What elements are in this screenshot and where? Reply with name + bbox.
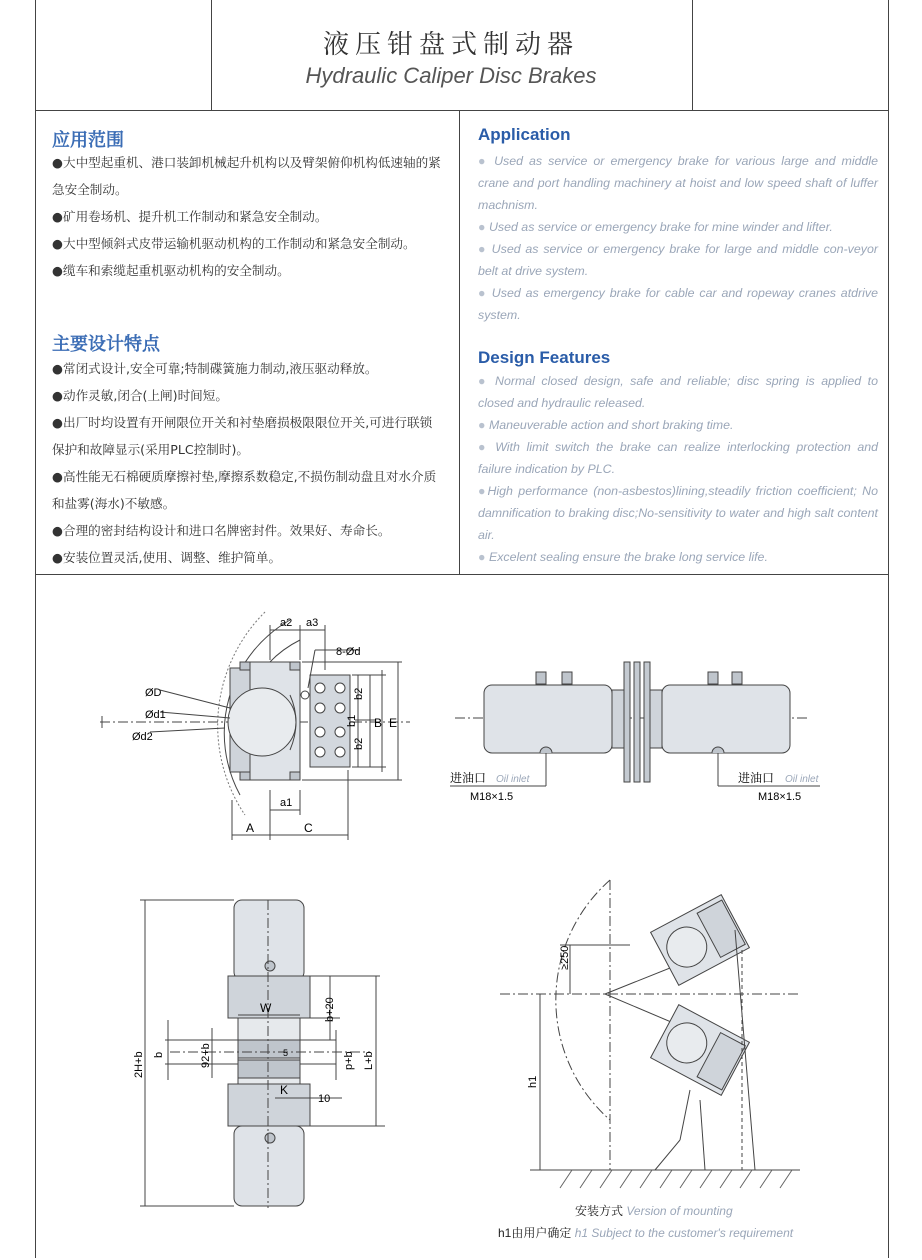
dim-b-plus-20: b+20 (324, 997, 336, 1022)
list-item: ● With limit switch the brake can realize interlocking protection and failure indication by PLC. (478, 440, 878, 476)
list-item: ●大中型倾斜式皮带运输机驱动机构的工作制动和紧急安全制动。 (52, 236, 416, 251)
list-item: ●安装位置灵活,使用、调整、维护简单。 (52, 550, 282, 565)
header-divider (35, 110, 889, 111)
dim-D: ØD (145, 687, 162, 699)
application-list-en (478, 150, 878, 326)
list-item: ● Used as service or emergency brake for large and middle con-veyor belt at drive system. (478, 242, 878, 278)
list-item: ●大中型起重机、港口装卸机械起升机构以及臂架俯仰机构低速轴的紧急安全制动。 (52, 155, 441, 197)
design-list-en (478, 370, 878, 568)
dim-W: W (260, 1001, 272, 1015)
list-item: ●High performance (non-asbestos)lining,steadily friction coefficient; No damnification to braking disc;No-sensitivity to water and high salt content air. (478, 484, 878, 542)
list-item: ●出厂时均设置有开闸限位开关和衬垫磨损极限限位开关,可进行联锁保护和故障显示(采用PLC控制时)。 (52, 415, 433, 457)
list-item: ● Used as service or emergency brake for various large and middle crane and port handling machinery at hoist and low speed shaft of luffer machnism. (478, 154, 878, 212)
list-item: ● Excelent sealing ensure the brake long service life. (478, 550, 768, 564)
mounting-caption: 安装方式 Version of mounting (575, 1204, 733, 1218)
caliper-top-view-drawing (130, 890, 400, 1220)
caliper-front-view-drawing (90, 600, 430, 850)
dim-holes: 8-Ød (336, 646, 361, 658)
oil-inlet-left-zh: 进油口 (450, 771, 487, 785)
dim-p-plus-b: p+b (343, 1051, 355, 1070)
oil-inlet-right-zh: 进油口 (738, 771, 775, 785)
list-item: ●常闭式设计,安全可靠;特制碟簧施力制动,液压驱动释放。 (52, 361, 378, 376)
thread-right: M18×1.5 (758, 791, 802, 803)
mounting-drawing (480, 870, 810, 1190)
list-item: ●矿用卷场机、提升机工作制动和紧急安全制动。 (52, 209, 328, 224)
list-item: ●缆车和索缆起重机驱动机构的安全制动。 (52, 263, 290, 278)
text-section-divider (35, 574, 889, 575)
design-list-zh (52, 355, 442, 571)
list-item: ● Used as emergency brake for cable car and ropeway cranes atdrive system. (478, 286, 878, 322)
column-divider (459, 110, 460, 574)
dim-h1: h1 (527, 1075, 539, 1088)
list-item: ● Used as service or emergency brake for mine winder and lifter. (478, 220, 833, 234)
caliper-side-view-drawing (440, 640, 820, 820)
dim-d1: Ød1 (145, 709, 166, 721)
dim-b2-top: b2 (353, 687, 365, 700)
dim-C: C (304, 821, 313, 835)
dim-a2: a2 (280, 617, 293, 629)
page-title-zh: 液压钳盘式制动器 (322, 30, 579, 60)
list-item: ●合理的密封结构设计和进口名牌密封件。效果好、寿命长。 (52, 523, 391, 538)
list-item: ● Maneuverable action and short braking time. (478, 418, 734, 432)
dim-B: B (374, 716, 383, 730)
dim-d2: Ød2 (132, 731, 153, 743)
dim-2H-plus-b: 2H+b (133, 1051, 145, 1078)
dim-b: b (153, 1051, 165, 1058)
page-title-en: Hydraulic Caliper Disc Brakes (305, 63, 597, 88)
dim-a3: a3 (306, 617, 319, 629)
application-list-zh (52, 149, 442, 284)
dim-K: K (280, 1083, 289, 1097)
list-item: ●动作灵敏,闭合(上闸)时间短。 (52, 388, 228, 403)
dim-a1: a1 (280, 797, 293, 809)
dim-5: 5 (283, 1048, 289, 1058)
dim-b2-bottom: b2 (353, 737, 365, 750)
dim-L-plus-b: L+b (363, 1051, 375, 1070)
dim-b1: b1 (346, 714, 358, 727)
oil-inlet-right-en: Oil inlet (785, 774, 819, 785)
dim-10: 10 (318, 1093, 331, 1105)
dim-E: E (389, 716, 398, 730)
list-item: ●高性能无石棉硬质摩擦衬垫,摩擦系数稳定,不损伤制动盘且对水介质和盐雾(海水)不敏感。 (52, 469, 437, 511)
h1-caption: h1由用户确定 h1 Subject to the customer's requirement (498, 1226, 794, 1240)
design-heading-zh: 主要设计特点 (52, 334, 160, 355)
design-heading-en: Design Features (478, 348, 611, 367)
thread-left: M18×1.5 (470, 791, 514, 803)
list-item: ● Normal closed design, safe and reliable; disc spring is applied to closed and hydraulic released. (478, 374, 878, 410)
application-heading-zh: 应用范围 (52, 130, 124, 151)
dim-92-plus-b: 92+b (200, 1043, 212, 1068)
dim-A: A (246, 821, 255, 835)
oil-inlet-left-en: Oil inlet (496, 774, 530, 785)
application-heading-en: Application (478, 125, 571, 144)
dim-ge-250: ≥250 (559, 945, 571, 970)
